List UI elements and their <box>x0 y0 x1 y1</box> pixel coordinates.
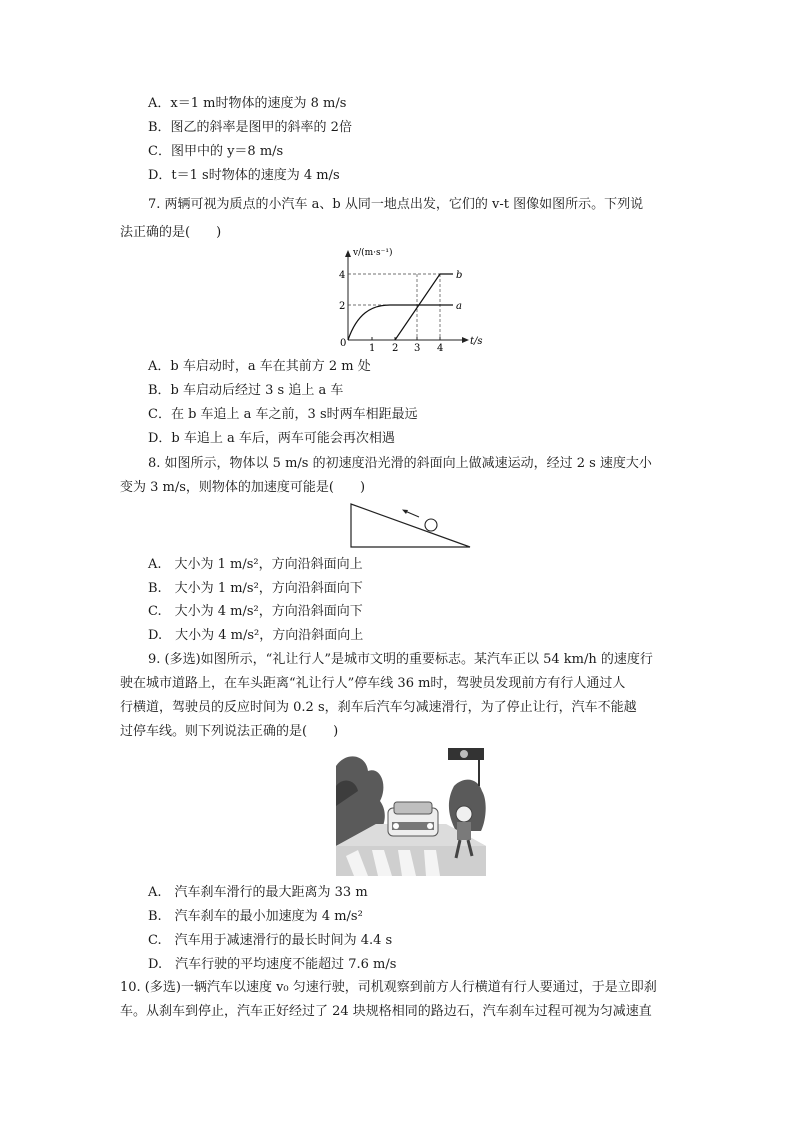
q7-graph-label-b: b <box>456 270 463 281</box>
q7-option-b: B．b 车启动后经过 3 s 追上 a 车 <box>148 383 344 398</box>
q8-stem-line2: 变为 3 m/s，则物体的加速度可能是( ) <box>120 480 366 495</box>
q8-option-d: D. 大小为 4 m/s²，方向沿斜面向上 <box>148 628 364 643</box>
q7-stem-line1: 7. 两辆可视为质点的小汽车 a、b 从同一地点出发，它们的 v-t 图像如图所示。下列说 <box>148 197 644 212</box>
q7-graph-xtick-4: 4 <box>437 343 444 352</box>
q10-stem-line1: 10. (多选)一辆汽车以速度 v₀ 匀速行驶，司机观察到前方人行横道有行人要通过，于是立即刹 <box>120 980 657 995</box>
q9-option-c: C. 汽车用于减速滑行的最长时间为 4.4 s <box>148 933 393 948</box>
q9-stem-line2: 驶在城市道路上，在车头距离“礼让行人”停车线 36 m时，驾驶员发现前方有行人通过人 <box>120 676 626 691</box>
q6-option-a: A．x＝1 m时物体的速度为 8 m/s <box>148 96 347 111</box>
q8-option-a: A. 大小为 1 m/s²，方向沿斜面向上 <box>148 557 363 572</box>
q7-graph-xlabel: t/s <box>470 336 483 347</box>
q9-stem-line4: 过停车线。则下列说法正确的是( ) <box>120 724 339 739</box>
q7-graph-ytick-2: 2 <box>339 301 346 312</box>
q8-option-b: B. 大小为 1 m/s²，方向沿斜面向下 <box>148 581 363 596</box>
q6-option-d: D．t＝1 s时物体的速度为 4 m/s <box>148 168 340 183</box>
q7-graph-xtick-3: 3 <box>414 343 421 352</box>
q7-option-d: D．b 车追上 a 车后，两车可能会再次相遇 <box>148 431 395 446</box>
q7-graph-xtick-2: 2 <box>392 343 399 352</box>
q9-option-d: D. 汽车行驶的平均速度不能超过 7.6 m/s <box>148 957 397 972</box>
q7-vt-graph <box>335 242 495 356</box>
q7-graph-ytick-4: 4 <box>339 270 346 281</box>
q9-stem-line3: 行横道，驾驶员的反应时间为 0.2 s，刹车后汽车匀减速滑行，为了停止让行，汽车不能越 <box>120 700 637 715</box>
q7-stem-line2: 法正确的是( ) <box>120 225 222 240</box>
q8-incline-figure <box>349 501 473 555</box>
q7-option-c: C．在 b 车追上 a 车之前，3 s时两车相距最远 <box>148 407 418 422</box>
q7-graph-ylabel: v/(m·s⁻¹) <box>353 248 393 258</box>
q9-crosswalk-illustration <box>336 746 486 880</box>
q10-stem-line2: 车。从刹车到停止，汽车正好经过了 24 块规格相同的路边石，汽车刹车过程可视为匀减速直 <box>120 1004 652 1019</box>
q8-stem-line1: 8. 如图所示，物体以 5 m/s 的初速度沿光滑的斜面向上做减速运动，经过 2 s 速度大小 <box>148 456 652 471</box>
q6-option-c: C．图甲中的 y＝8 m/s <box>148 144 284 159</box>
q7-graph-origin: 0 <box>340 338 347 349</box>
q9-option-a: A. 汽车刹车滑行的最大距离为 33 m <box>148 885 368 900</box>
q9-stem-line1: 9. (多选)如图所示，“礼让行人”是城市文明的重要标志。某汽车正以 54 km/h 的速度行 <box>148 652 653 667</box>
q7-option-a: A．b 车启动时，a 车在其前方 2 m 处 <box>148 359 371 374</box>
q7-graph-label-a: a <box>456 301 462 312</box>
q6-option-b: B．图乙的斜率是图甲的斜率的 2倍 <box>148 120 352 135</box>
q7-graph-xtick-1: 1 <box>369 343 376 352</box>
q9-option-b: B. 汽车刹车的最小加速度为 4 m/s² <box>148 909 363 924</box>
q8-option-c: C. 大小为 4 m/s²，方向沿斜面向下 <box>148 604 363 619</box>
